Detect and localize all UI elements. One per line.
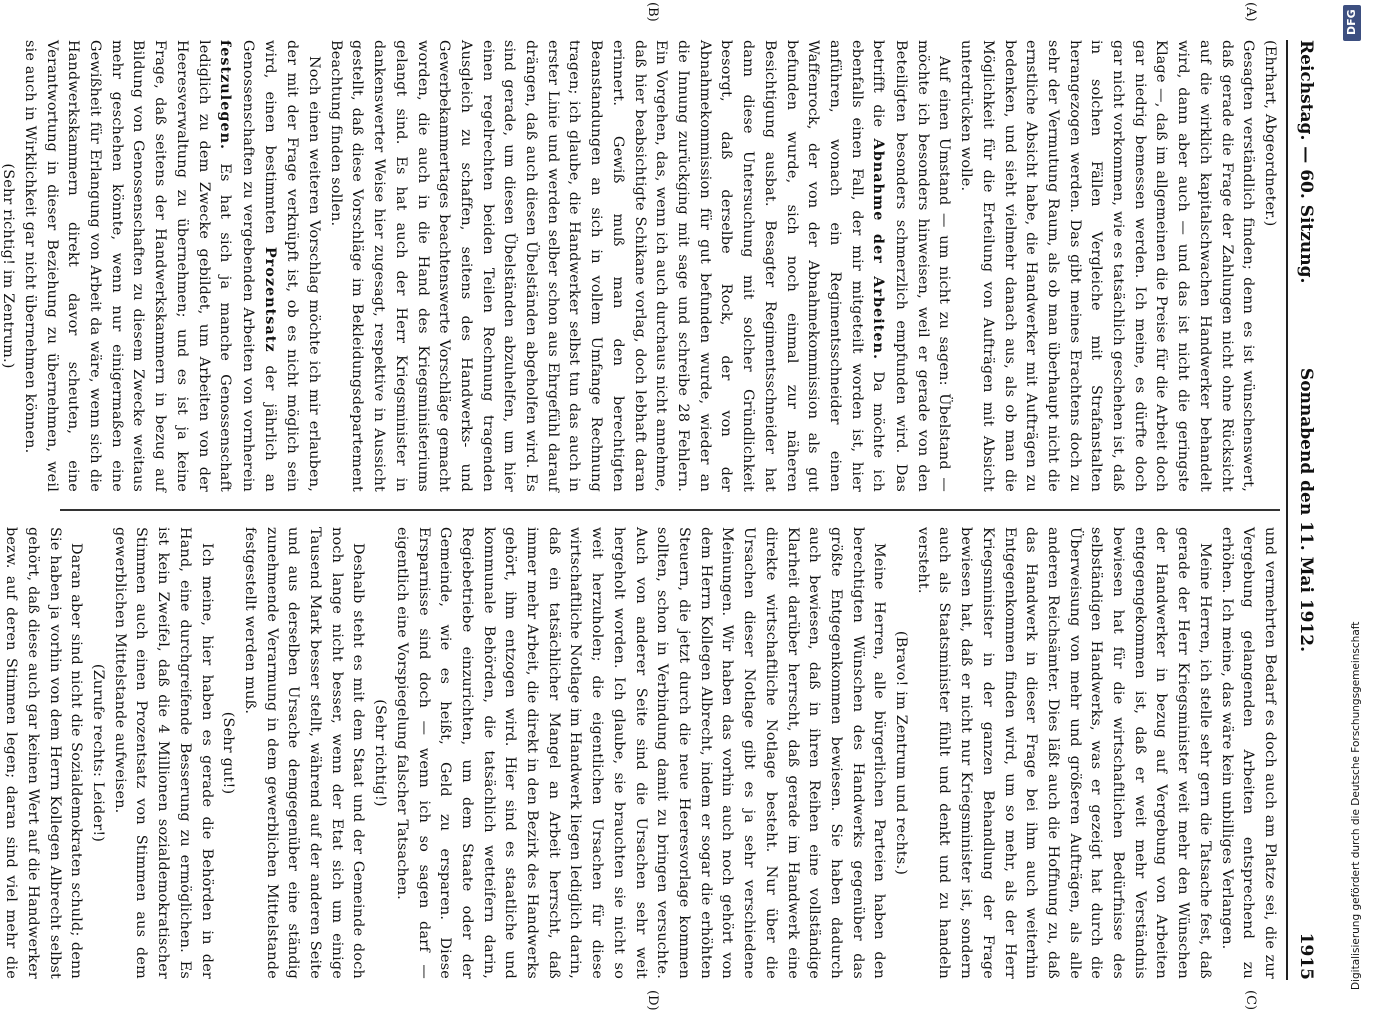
- paragraph: [18, 40, 324, 492]
- dfg-logo-text: DFG: [1345, 9, 1358, 35]
- text-run: der jährlich an Genossenschaften zu vergebenden Arbeiten von vornherein: [239, 40, 278, 492]
- interjection: (Sehr richtig!): [372, 699, 389, 807]
- paragraph: Meine Herren, alle bürgerlichen Parteien haben den berechtigten Wünschen des Handwerks gegenüber das größte Entgegenkommen bewiesen. Sie haben dadurch auch bewiesen, daß in ihren Reihen eine vollständige Klarheit darüber herrscht, daß gerade im Handwerk eine direkte wirtschaftliche Notlage besteht. Nur über die Ursachen dieser Notlage gibt es ja sehr verschiedene Meinungen. Wir haben das vorhin auch noch gehört von dem Herrn Kollegen Albrecht, indem er sogar die erhöhten Steuern, die jetzt durch die neue Heeresvorlage kommen sollten, schon in Verbindung damit zu bringen versuchte. Auch von anderer Seite sind die Ursachen sehr weit hergeholt worden. Ich glaube, sie brauchten sie nicht so weit herzuholen; die eigentlichen Ursachen für diese wirtschaftliche Notlage im Handwerk liegen lediglich darin, daß ein tatsächlicher Mangel an Arbeit herrscht, daß immer mehr Arbeit, die direkt in den Bezirk des Handwerks gehört, ihm entzogen wird. Hier sind es staatliche und kommunale Behörden, die tatsächlich wetteifern darin, Regiebetriebe einzurichten, um dem Staate oder der Gemeinde, wie es heißt, Geld zu ersparen. Diese Ersparnisse sind doch — wenn ich so sagen darf — eigentlich eine Vorspiegelung falscher Tatsachen.: [393, 527, 888, 979]
- margin-marker-a: (A): [1243, 2, 1258, 22]
- right-column: [3, 527, 1280, 979]
- paragraph: Ich meine, hier haben es gerade die Behörden in der Hand, eine durchgreifende Besserung zu ermöglichen. Es ist kein Zweifel, daß die 4 Millionen sozialdemokratischer Stimmen auch einen Prozentsatz von Stimmen aus dem gewerblichen Mittelstande aufweisen.: [111, 527, 215, 979]
- emphasis: Prozentsatz: [261, 246, 279, 353]
- header-date: Sonnabend den 11. Mai 1912.: [1296, 367, 1316, 653]
- text-run: Auf einen Umstand — um nicht zu sagen: Übelstand — möchte ich besonders hinweisen, weil er gerade von den Beteiligten besonders schmerzlich empfunden wird. Das betrifft die: [870, 40, 953, 492]
- digitization-credit: Digitalisierung gefördert durch die Deutsche Forschungsgemeinschaft: [1350, 621, 1362, 990]
- interjection: (Sehr gut!): [220, 711, 237, 795]
- paragraph: und vermehrten Bedarf es doch auch am Platze sei, die zur Vergebung gelangenden Arbeiten entsprechend zu erhöhen. Ich meine, das wäre kein unbilliges Verlangen.: [1218, 527, 1278, 979]
- paragraph: Daran aber sind nicht die Sozialdemokraten schuld; denn Sie haben ja vorhin von dem Herrn Kollegen Albrecht selbst gehört, daß diese auch gar keinen Wert auf die Handwerker bezw. auf deren Stimmen legen; daran sind viel mehr die: [3, 527, 85, 979]
- paragraph: Gesagten verständlich finden; denn es ist wünschenswert, daß gerade die Frage der Zahlungen nicht ohne Rücksicht auf die wirklich kapitalschwachen Handwerker behandelt wird, dann aber auch — und das ist nicht die geringste Klage —, daß im allgemeinen die Preise für die Arbeit doch gar niedrig bemessen werden. Ich meine, es dürfte doch gar nicht vorkommen, wie es tatsächlich geschehen ist, daß in solchen Fällen Vergleiche mit Strafanstalten herangezogen werden. Das gibt meines Erachtens doch zu sehr der Vermutung Raum, als ob man überhaupt nicht die ernstliche Absicht habe, die Handwerker mit Aufträgen zu bedenken, und sieht vielmehr danach aus, als ob man die Möglichkeit für die Erteilung von Aufträgen mit Absicht unterdrücken wolle.: [958, 40, 1257, 492]
- text-run: Noch einen weiteren Vorschlag möchte ich mir erlauben, der mit der Frage verknüpft ist, ob es nicht möglich sein wird, einen bestimmten: [261, 40, 323, 492]
- paragraph: Deshalb steht es mit dem Staat und der Gemeinde doch noch lange nicht besser, wenn der Etat sich um einige Tausend Mark besser stellt, während auf der anderen Seite und aus derselben Ursache demgegenüber eine ständig zunehmende Verarmung in dem gewerblichen Mittelstande festgestellt werden muß.: [241, 527, 367, 979]
- header-page-number: 1915: [1296, 932, 1316, 980]
- emphasis: Abnahme der Arbeiten.: [870, 138, 888, 360]
- text-run: Da möchte ich ebenfalls einen Fall, der mir mitgeteilt worden ist, hier anführen, wonach ein Regimentsschneider einen Waffenrock, der von der Abnahmekommission als gut befunden wurde, sich noch einmal zur näheren Besichtigung ausbat. Besagter Regimentsschneider hat dann diese Untersuchung mit solcher Gründlichkeit besorgt, daß derselbe Rock, der von der Abnahmekommission für gut befunden wurde, wieder an die Innung zurückging mit sage und schreibe 28 Fehlern. Ein Vorgehen, das, wenn ich auch durchaus nicht annehme, daß hier beabsichtigte Schikane vorlag, doch lebhaft daran erinnert. Gewiß muß man den berechtigten Beanstandungen an sich in vollem Umfange Rechnung tragen; ich glaube, die Handwerker selbst tun das auch in erster Linie und werden selber schon aus Ehrgefühl darauf drängen, daß auch diesen Übelständen abgeholfen wird. Es sind gerade, um diesen Übelständen abzuhelfen, um hier einen regelrechten beiden Teilen Rechnung tragenden Ausgleich zu schaffen, seitens des Handwerks- und Gewerbekammertages beachtenswerte Vorschläge gemacht worden, die auch in die Hand des Kriegsministeriums gelangt sind. Es hat auch der Herr Kriegsminister in dankenswerter Weise hier zugesagt, respektive in Aussicht gestellt, daß diese Vorschläge im Bekleidungsdepartement Beachtung finden sollen.: [327, 40, 887, 493]
- text-run: Es hat sich ja manche Genossenschaft lediglich zu dem Zwecke gebildet, um Arbeiten von der Heeresverwaltung zu übernehmen; und es ist ja keine Frage, daß seitens der Handwerkskammern in bezug auf Bildung von Genossenschaften zu diesem Zwecke weitaus mehr geschehen könnte, wenn nur einigermaßen eine Gewißheit für Erlangung von Arbeit da wäre, wenn sich die Handwerkskammern direkt davor scheuten, eine Verantwortung in dieser Beziehung zu übernehmen, weil sie auch in Wirklichkeit gar nicht übernehmen können.: [21, 40, 234, 493]
- paragraph: Meine Herren, ich stelle sehr gern die Tatsache fest, daß gerade der Herr Kriegsminister weit mehr den Wünschen der Handwerker in bezug auf Vergebung von Arbeiten entgegengekommen ist, daß er weit mehr Verständnis bewiesen hat für die wirtschaftlichen Bedürfnisse des selbständigen Handwerks, was er gezeigt hat durch die Überweisung von mehr und größeren Aufträgen, als alle anderen Reichsämter. Dies läßt auch die Hoffnung zu, daß das Handwerk in dieser Frage bei ihm auch weiterhin Entgegenkommen finden wird, um so mehr, als der Herr Kriegsminister in der ganzen Behandlung der Frage bewiesen hat, daß er nicht nur Kriegsminister ist, sondern auch als Staatsminister fühlt und denkt und zu handeln versteht.: [914, 527, 1213, 979]
- margin-marker-d: (D): [645, 990, 660, 1011]
- left-column: [0, 40, 1280, 493]
- emphasis: festzulegen.: [217, 40, 235, 151]
- header-rule: [1286, 40, 1288, 980]
- interjection: (Sehr richtig! im Zentrum.): [0, 163, 17, 369]
- margin-marker-b: (B): [645, 2, 660, 22]
- paragraph: [324, 40, 954, 492]
- interjection: (Zurufe rechts: Leider!): [90, 663, 107, 843]
- page-header: [1290, 40, 1320, 980]
- margin-marker-c: (C): [1243, 990, 1258, 1011]
- interjection: (Bravo! im Zentrum und rechts.): [893, 630, 910, 876]
- speaker-label: (Ehrhart, Abgeordneter.): [1262, 40, 1278, 227]
- header-session: Reichstag. — 60. Sitzung.: [1296, 40, 1316, 284]
- rotated-page-content: [0, 2, 1320, 1011]
- column-separator: [60, 509, 1280, 511]
